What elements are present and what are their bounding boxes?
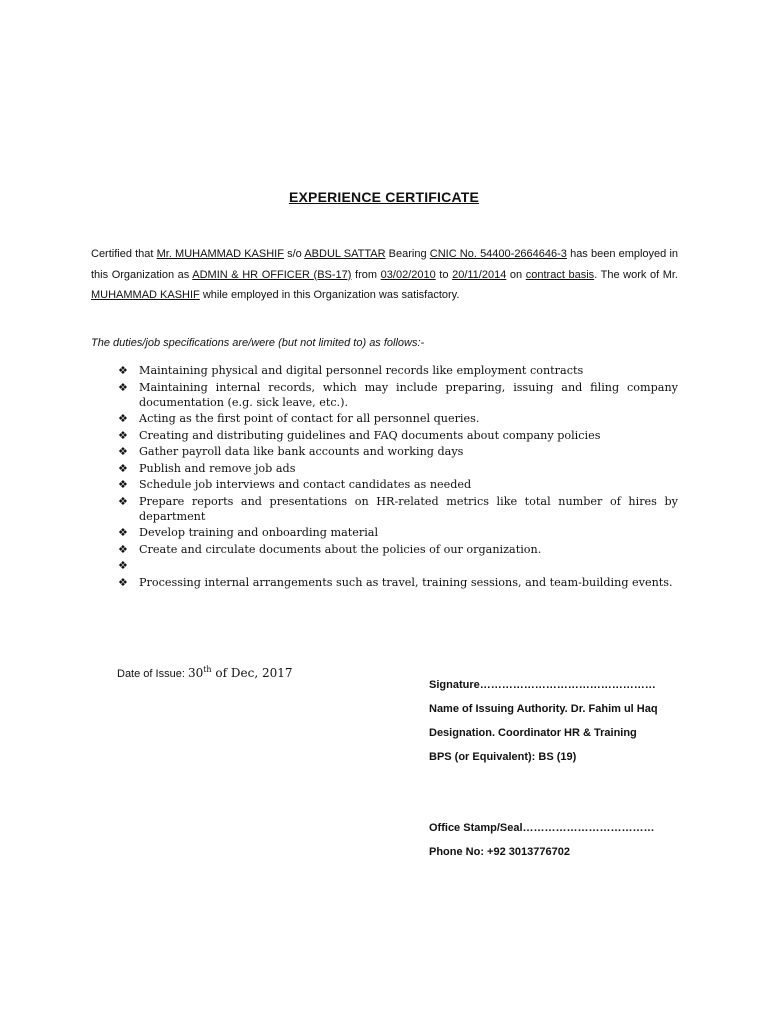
duty-text: Creating and distributing guidelines and FAQ documents about company policies bbox=[139, 428, 601, 442]
diamond-bullet-icon: ❖ bbox=[118, 461, 128, 475]
diamond-bullet-icon: ❖ bbox=[118, 526, 128, 539]
diamond-bullet-icon: ❖ bbox=[118, 575, 128, 589]
duty-text: Develop training and onboarding material bbox=[139, 526, 379, 539]
to-date: 20/11/2014 bbox=[452, 268, 507, 281]
diamond-bullet-icon: ❖ bbox=[118, 412, 128, 425]
designation: Designation. Coordinator HR & Training bbox=[429, 727, 637, 739]
duty-text: Schedule job interviews and contact candidates as needed bbox=[139, 478, 472, 491]
duty-item bbox=[118, 380, 678, 410]
duties-intro: The duties/job specifications are/were (but not limited to) as follows:- bbox=[91, 337, 425, 349]
date-of-issue bbox=[117, 665, 293, 680]
duty-item bbox=[118, 525, 678, 540]
duty-item bbox=[118, 494, 678, 524]
text: to bbox=[435, 268, 453, 281]
signature-line: Signature………………………………………… bbox=[429, 679, 656, 691]
duty-text: Maintaining physical and digital personnel records like employment contracts bbox=[139, 364, 584, 377]
text: has been employed in this Organization as bbox=[91, 248, 679, 281]
diamond-bullet-icon: ❖ bbox=[118, 494, 128, 508]
duty-text: Gather payroll data like bank accounts and working days bbox=[139, 445, 464, 458]
office-stamp-line: Office Stamp/Seal……………………………… bbox=[429, 822, 655, 834]
text: Bearing bbox=[385, 248, 430, 260]
certificate-body-paragraph bbox=[91, 244, 678, 306]
cnic-number: CNIC No. 54400-2664646-3 bbox=[429, 248, 567, 260]
duty-item bbox=[118, 575, 678, 590]
date-of-issue-value bbox=[188, 666, 293, 680]
duty-text: Create and circulate documents about the policies of our organization. bbox=[139, 542, 542, 556]
diamond-bullet-icon: ❖ bbox=[118, 478, 128, 491]
diamond-bullet-icon: ❖ bbox=[118, 542, 128, 556]
diamond-bullet-icon: ❖ bbox=[118, 364, 128, 377]
diamond-bullet-icon: ❖ bbox=[118, 428, 128, 442]
text: Certified that bbox=[91, 248, 157, 260]
text: s/o bbox=[283, 248, 305, 260]
certificate-title: EXPERIENCE CERTIFICATE bbox=[288, 189, 480, 205]
employee-name: Mr. MUHAMMAD KASHIF bbox=[156, 248, 284, 260]
date-day-suffix: th bbox=[203, 665, 212, 674]
employee-name-repeat: MUHAMMAD KASHIF bbox=[91, 289, 200, 301]
duty-item bbox=[118, 428, 678, 443]
duty-item bbox=[118, 363, 678, 378]
duty-item bbox=[118, 477, 678, 492]
text: on bbox=[506, 268, 526, 281]
from-date: 03/02/2010 bbox=[380, 268, 436, 281]
duty-text: Processing internal arrangements such as travel, training sessions, and team-building events. bbox=[139, 575, 673, 589]
phone-number: Phone No: +92 3013776702 bbox=[429, 846, 570, 858]
duty-item bbox=[118, 411, 678, 426]
date-day: 30 bbox=[187, 666, 204, 680]
date-rest: of Dec, 2017 bbox=[211, 666, 293, 680]
issuing-authority: Name of Issuing Authority. Dr. Fahim ul Haq bbox=[429, 703, 658, 715]
diamond-bullet-icon: ❖ bbox=[118, 445, 128, 458]
text: while employed in this Organization was satisfactory. bbox=[199, 289, 460, 301]
father-name: ABDUL SATTAR bbox=[304, 248, 386, 260]
diamond-bullet-icon: ❖ bbox=[118, 380, 128, 394]
employment-basis: contract basis bbox=[525, 268, 595, 281]
duty-text: Maintaining internal records, which may include preparing, issuing and filing company documentation (e.g. sick leave, etc.). bbox=[139, 380, 678, 409]
duty-text: Prepare reports and presentations on HR-related metrics like total number of hires by department bbox=[139, 494, 678, 523]
text: . The work of Mr. bbox=[594, 268, 678, 281]
duty-item bbox=[118, 444, 678, 459]
duty-item bbox=[118, 542, 678, 557]
duty-item-empty bbox=[118, 558, 678, 573]
text: from bbox=[351, 268, 381, 281]
duty-item bbox=[118, 461, 678, 476]
duty-text: Acting as the first point of contact for all personnel queries. bbox=[139, 412, 480, 425]
date-of-issue-label: Date of Issue: bbox=[117, 668, 188, 680]
duty-text: Publish and remove job ads bbox=[139, 461, 296, 475]
diamond-bullet-icon: ❖ bbox=[118, 559, 128, 572]
job-post: ADMIN & HR OFFICER (BS-17) bbox=[192, 268, 352, 281]
bps-grade: BPS (or Equivalent): BS (19) bbox=[429, 751, 577, 763]
duties-list bbox=[118, 363, 678, 591]
